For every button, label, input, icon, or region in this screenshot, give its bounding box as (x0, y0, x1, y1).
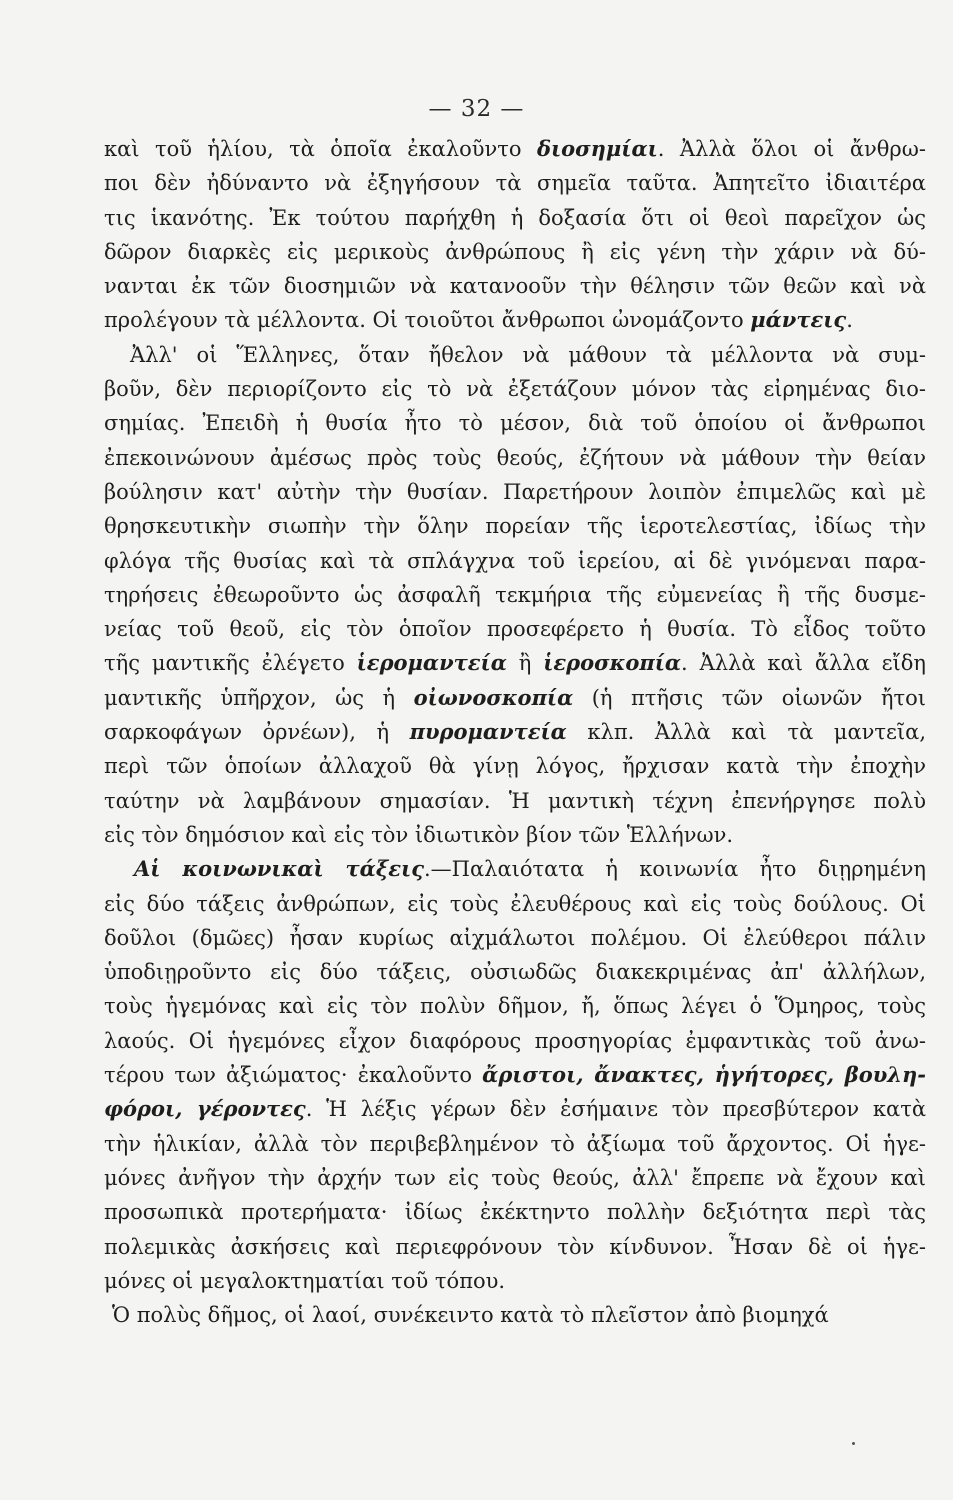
text-run: . Ἀλλὰ ὅλοι οἱ ἄνθρω- (657, 137, 926, 161)
text-run: βοῦν, δὲν περιορίζοντο εἰς τὸ νὰ ἐξετάζουν μόνον τὰς εἰρημένας διο- (104, 377, 926, 402)
text-line (104, 1127, 926, 1161)
paper-speck (852, 1442, 855, 1445)
text-line (104, 852, 926, 886)
body-text (104, 132, 926, 1332)
text-run: λαούς. Οἱ ἡγεμόνες εἶχον διαφόρους προσηγορίας ἐμφαντικὰς τοῦ ἀνω- (104, 1028, 926, 1053)
text-run: ὑποδιῃροῦντο εἰς δύο τάξεις, οὐσιωδῶς διακεκριμένας ἀπ' ἀλλήλων, (104, 960, 926, 985)
text-line (104, 921, 926, 955)
text-run: νείας τοῦ θεοῦ, εἰς τὸν ὁποῖον προσεφέρετο ἡ θυσία. Τὸ εἶδος τοῦτο (104, 617, 926, 642)
text-run: τοὺς ἡγεμόνας καὶ εἰς τὸν πολὺν δῆμον, ἤ, ὅπως λέγει ὁ Ὅμηρος, τοὺς (104, 994, 926, 1019)
text-run: δοῦλοι (δμῶες) ἦσαν κυρίως αἰχμάλωτοι πολέμου. Οἱ ἐλεύθεροι πάλιν (104, 925, 926, 950)
text-line (104, 544, 926, 578)
text-run: .—Παλαιότατα ἡ κοινωνία ἦτο διῃρημένη (424, 857, 926, 882)
emphasized-term: ἱερομαντεία (356, 650, 507, 676)
text-line (104, 132, 926, 166)
text-line (104, 475, 926, 509)
text-run: . (846, 308, 853, 333)
text-run: ἢ (506, 651, 544, 676)
text-run: . Ἀλλὰ καὶ ἄλλα εἴδη (681, 651, 926, 676)
text-line (104, 406, 926, 440)
emphasized-term: ἱεροσκοπία (543, 650, 682, 676)
text-line (104, 989, 926, 1023)
text-line (104, 338, 926, 372)
text-run: τέρου των ἀξιώματος· ἐκαλοῦντο (104, 1063, 483, 1088)
text-run: σαρκοφάγων ὀρνέων), ἡ (104, 720, 410, 745)
emphasized-term: διοσημίαι (536, 136, 658, 161)
text-run: μαντικῆς ὑπῆρχον, ὡς ἡ (104, 685, 414, 710)
emphasized-term: Αἱ κοινωνικαὶ τάξεις (134, 856, 424, 882)
text-line (104, 955, 926, 989)
text-line (104, 441, 926, 475)
text-line (104, 1298, 926, 1332)
emphasized-term: οἰωνοσκοπία (413, 684, 574, 710)
text-line (104, 1230, 926, 1264)
text-line (104, 715, 926, 749)
text-run: μόνες ἀνῆγον τὴν ἀρχήν των εἰς τοὺς θεούς, ἀλλ' ἔπρεπε νὰ ἔχουν καὶ (104, 1165, 926, 1190)
text-run: σημίας. Ἐπειδὴ ἡ θυσία ἦτο τὸ μέσον, διὰ τοῦ ὁποίου οἱ ἄνθρωποι (104, 411, 926, 436)
emphasized-term: φόροι, γέροντες (104, 1096, 306, 1122)
text-run: προσωπικὰ προτερήματα· ἰδίως ἐκέκτηντο πολλὴν δεξιότητα περὶ τὰς (104, 1200, 926, 1225)
text-line (104, 1264, 926, 1298)
text-line (104, 166, 926, 200)
text-line (104, 887, 926, 921)
text-run: προλέγουν τὰ μέλλοντα. Οἱ τοιοῦτοι ἄνθρωποι ὠνομάζοντο (104, 308, 751, 333)
text-run: νανται ἐκ τῶν διοσημιῶν νὰ κατανοοῦν τὴν θέλησιν τῶν θεῶν καὶ νὰ (104, 274, 926, 299)
emphasized-term: πυρομαντεία (409, 719, 567, 745)
text-run: κλπ. Ἀλλὰ καὶ τὰ μαντεῖα, (566, 720, 926, 745)
text-line (104, 818, 926, 852)
text-run: . Ἡ λέξις γέρων δὲν ἐσήμαινε τὸν πρεσβύτερον κατὰ (305, 1097, 926, 1122)
text-line (104, 784, 926, 818)
text-run: Ἀλλ' οἱ Ἕλληνες, ὅταν ἤθελον νὰ μάθουν τὰ μέλλοντα νὰ συμ- (130, 342, 926, 367)
text-run: τις ἱκανότης. Ἐκ τούτου παρήχθη ἡ δοξασία ὅτι οἱ θεοὶ παρεῖχον ὡς (104, 205, 926, 230)
text-run: (ἡ πτῆσις τῶν οἰωνῶν ἤτοι (573, 685, 926, 710)
text-line (104, 646, 926, 680)
text-line (104, 578, 926, 612)
text-run: τηρήσεις ἐθεωροῦντο ὡς ἀσφαλῆ τεκμήρια τῆς εὐμενείας ἢ τῆς δυσμε- (104, 582, 926, 607)
text-line (104, 1024, 926, 1058)
page-number: — 32 — (428, 96, 525, 122)
text-run: ταύτην νὰ λαμβάνουν σημασίαν. Ἡ μαντικὴ τέχνη ἐπενήργησε πολὺ (104, 788, 926, 813)
text-line (104, 201, 926, 235)
text-line (104, 303, 926, 337)
text-run: ποι δὲν ἠδύναντο νὰ ἐξηγήσουν τὰ σημεῖα ταῦτα. Ἀπητεῖτο ἰδιαιτέρα (104, 171, 926, 196)
text-run: τὴν ἡλικίαν, ἀλλὰ τὸν περιβεβλημένον τὸ ἀξίωμα τοῦ ἄρχοντος. Οἱ ἡγε- (104, 1131, 926, 1156)
emphasized-term: ἄριστοι, ἄνακτες, ἡγήτορες, βουλη- (482, 1062, 926, 1088)
text-run: περὶ τῶν ὁποίων ἀλλαχοῦ θὰ γίνῃ λόγος, ἤρχισαν κατὰ τὴν ἐποχὴν (104, 754, 926, 779)
text-line (104, 235, 926, 269)
text-run: εἰς δύο τάξεις ἀνθρώπων, εἰς τοὺς ἐλευθέρους καὶ εἰς τοὺς δούλους. Οἱ (104, 891, 926, 916)
text-run: βούλησιν κατ' αὐτὴν τὴν θυσίαν. Παρετήρουν λοιπὸν ἐπιμελῶς καὶ μὲ (104, 479, 926, 504)
text-run: πολεμικὰς ἀσκήσεις καὶ περιεφρόνουν τὸν κίνδυνον. Ἦσαν δὲ οἱ ἡγε- (104, 1234, 926, 1259)
text-run: θρησκευτικὴν σιωπὴν τὴν ὅλην πορείαν τῆς ἱεροτελεστίας, ἰδίως τὴν (104, 514, 926, 539)
text-line (104, 681, 926, 715)
emphasized-term: μάντεις (750, 307, 847, 333)
text-run: καὶ τοῦ ἡλίου, τὰ ὁποῖα ἐκαλοῦντο (104, 137, 537, 161)
text-run: ἐπεκοινώνουν ἀμέσως πρὸς τοὺς θεούς, ἐζήτουν νὰ μάθουν τὴν θείαν (104, 445, 926, 470)
text-line (104, 749, 926, 783)
text-line (104, 269, 926, 303)
text-run: δῶρον διαρκὲς εἰς μερικοὺς ἀνθρώπους ἢ εἰς γένη τὴν χάριν νὰ δύ- (104, 239, 926, 264)
text-run: φλόγα τῆς θυσίας καὶ τὰ σπλάγχνα τοῦ ἱερείου, αἱ δὲ γινόμεναι παρα- (104, 548, 926, 573)
text-line (104, 372, 926, 406)
text-line (104, 1195, 926, 1229)
text-line (104, 1058, 926, 1092)
text-line (104, 1092, 926, 1126)
text-run: τῆς μαντικῆς ἐλέγετο (104, 651, 357, 676)
text-line (104, 1161, 926, 1195)
text-line (104, 612, 926, 646)
text-line (104, 509, 926, 543)
text-run: εἰς τὸν δημόσιον καὶ εἰς τὸν ἰδιωτικὸν βίον τῶν Ἑλλήνων. (104, 822, 734, 847)
text-run: Ὁ πολὺς δῆμος, οἱ λαοί, συνέκειντο κατὰ τὸ πλεῖστον ἀπὸ βιομηχά (112, 1303, 829, 1328)
text-run: μόνες οἱ μεγαλοκτηματίαι τοῦ τόπου. (104, 1268, 506, 1293)
